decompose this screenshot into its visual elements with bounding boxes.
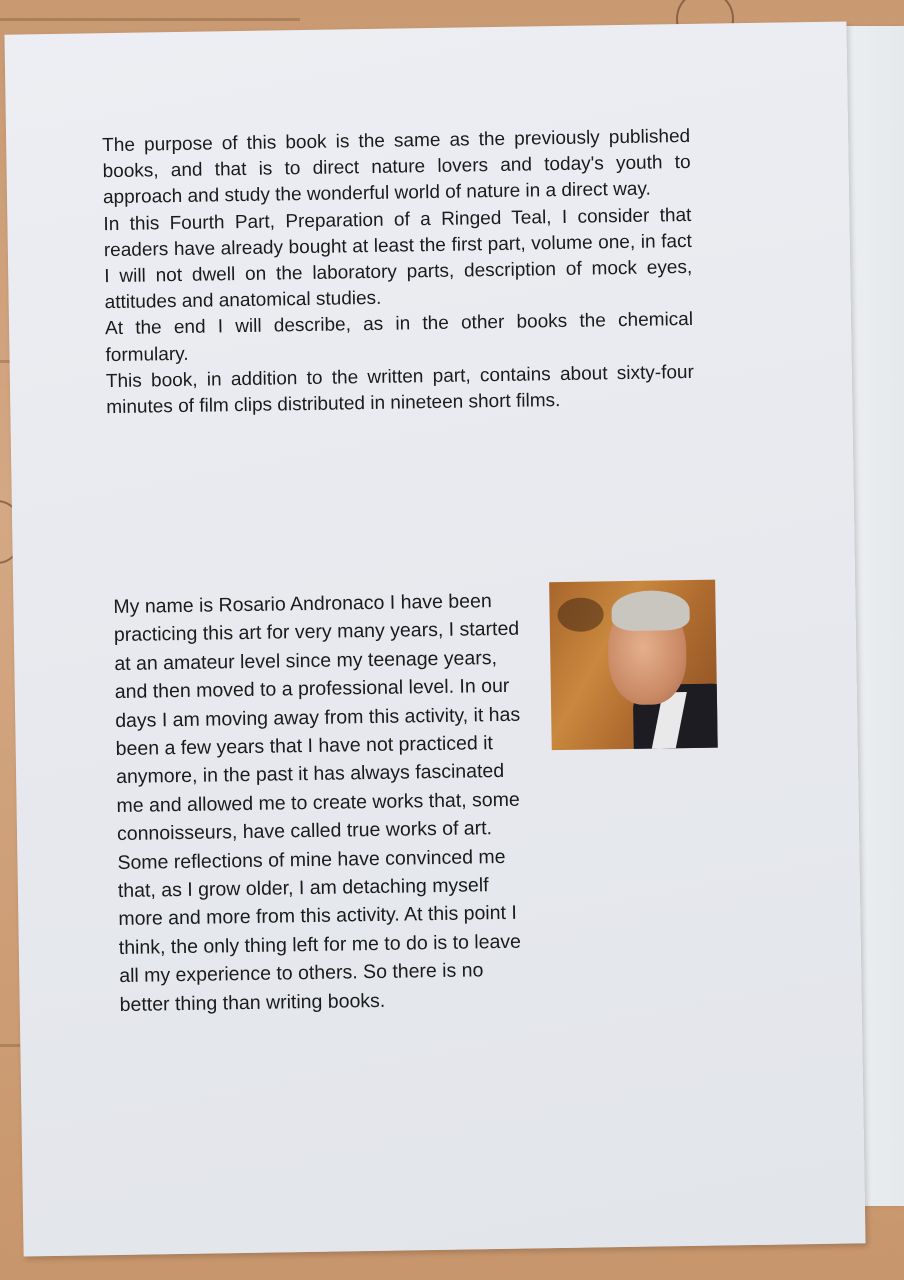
intro-text xyxy=(102,124,694,421)
table-wood-grain xyxy=(0,18,300,21)
author-bio: My name is Rosario Andronaco I have been practicing this art for very many years, I started at an amateur level since my teenage years, and then moved to a professional level. In our days I am moving away from this activity, it has been a few years that I have not practiced it anymore, in the past it has always fascinated me and allowed me to create works that, some connoisseurs, have called true works of art. Some reflections of mine have convinced me that, as I grow older, I am detaching myself more and more from this activity. At this point I think, the only thing left for me to do is to leave all my experience to others. So there is no better thing than writing books. xyxy=(113,590,522,1016)
intro-paragraph: The purpose of this book is the same as the previously published books, and that is to direct nature lovers and today's youth to approach and study the wonderful world of nature in a direct way. xyxy=(102,125,691,209)
table-wood-grain xyxy=(0,1044,20,1047)
author-photo xyxy=(549,580,718,751)
intro-paragraph: This book, in addition to the written part, contains about sixty-four minutes of film clips distributed in nineteen short films. xyxy=(105,361,695,419)
intro-paragraph: At the end I will describe, as in the other books the chemical formulary. xyxy=(104,309,694,366)
photo-hair xyxy=(611,590,690,631)
book-back-cover xyxy=(4,21,865,1256)
intro-paragraph: In this Fourth Part, Preparation of a Ringed Teal, I consider that readers have already bought at least the first part, volume one, in fact I will not dwell on the laboratory parts, description of mock eyes, attitudes and anatomical studies. xyxy=(103,204,693,314)
photo-background-plant xyxy=(557,597,604,632)
